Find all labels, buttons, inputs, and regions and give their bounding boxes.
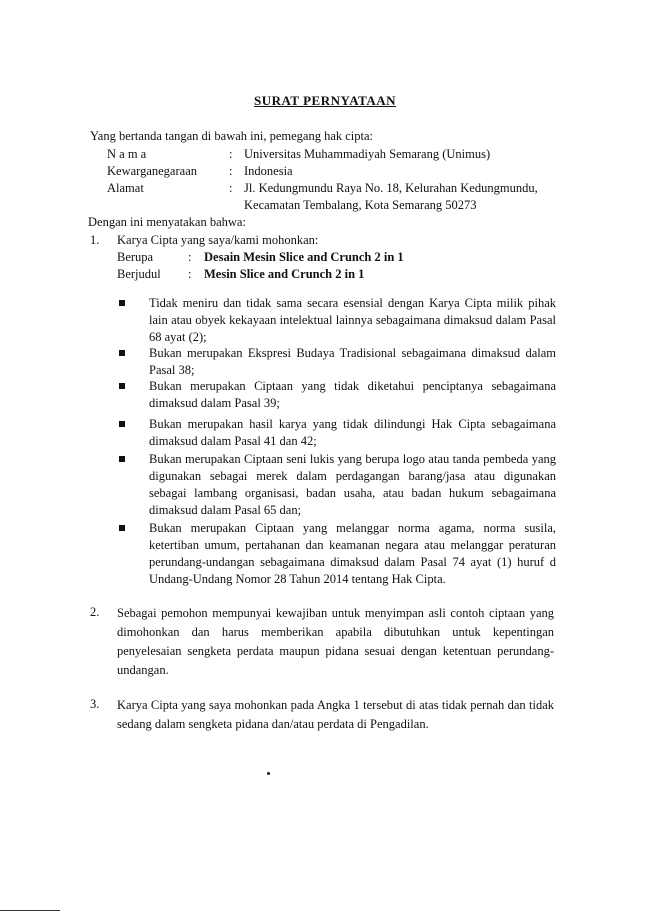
statement-text: Dengan ini menyatakan bahwa: — [88, 215, 246, 229]
work-label: Berupa — [117, 250, 154, 264]
item-number: 3. — [90, 697, 100, 711]
bullet-text: Bukan merupakan Ekspresi Budaya Tradisional sebagaimana dimaksud dalam Pasal 38; — [149, 346, 556, 377]
bullet-icon — [119, 300, 125, 306]
item-text: Karya Cipta yang saya/kami mohonkan: — [117, 233, 319, 247]
footer-divider — [0, 910, 60, 911]
holder-value: Indonesia — [244, 164, 293, 178]
item-number: 1. — [90, 233, 100, 247]
bullet-icon — [119, 421, 125, 427]
holder-value: Universitas Muhammadiyah Semarang (Unimus) — [244, 147, 491, 161]
bullet-text: Tidak meniru dan tidak sama secara esensial dengan Karya Cipta milik pihak lain atau obyek kekayaan intelektual lainnya sebagaimana dimaksud dalam Pasal 68 ayat (2); — [149, 296, 556, 344]
work-colon: : — [188, 250, 192, 264]
item-text: Sebagai pemohon mempunyai kewajiban untuk menyimpan asli contoh ciptaan yang dimohonkan dan harus memberikan apabila dibutuhkan untuk kepentingan penyelesaian sengketa perdata maupun pidana sesuai dengan ketentuan perundang-undangan. — [117, 606, 554, 677]
holder-label: Kewarganegaraan — [107, 164, 197, 178]
holder-label: N a m a — [107, 147, 147, 161]
scan-dot — [267, 772, 270, 775]
item-text: Karya Cipta yang saya mohonkan pada Angka 1 tersebut di atas tidak pernah dan tidak sedang dalam sengketa pidana dan/atau perdata di Pengadilan. — [117, 698, 554, 731]
work-value: Desain Mesin Slice and Crunch 2 in 1 — [204, 250, 404, 264]
work-label: Berjudul — [117, 267, 161, 281]
item-number: 2. — [90, 605, 100, 619]
holder-colon: : — [229, 147, 233, 161]
holder-label: Alamat — [107, 181, 144, 195]
bullet-text: Bukan merupakan Ciptaan seni lukis yang berupa logo atau tanda pembeda yang digunakan sebagai merek dalam perdagangan barang/jasa atau digunakan sebagai lambang organisasi, badan usaha, atau badan hukum sebagaimana dimaksud dalam Pasal 65 dan; — [149, 452, 556, 517]
work-colon: : — [188, 267, 192, 281]
work-value: Mesin Slice and Crunch 2 in 1 — [204, 267, 365, 281]
bullet-icon — [119, 525, 125, 531]
page-title: SURAT PERNYATAAN — [254, 93, 396, 108]
intro-text: Yang bertanda tangan di bawah ini, pemegang hak cipta: — [90, 129, 374, 143]
holder-colon: : — [229, 181, 233, 195]
bullet-text: Bukan merupakan Ciptaan yang melanggar norma agama, norma susila, ketertiban umum, pertahanan dan keamanan negara atau melanggar peraturan perundang-undangan sebagaimana dimaksud dalam Pasal 74 ayat (1) huruf d Undang-Undang Nomor 28 Tahun 2014 tentang Hak Cipta. — [149, 521, 556, 586]
holder-colon: : — [229, 164, 233, 178]
bullet-icon — [119, 350, 125, 356]
bullet-text: Bukan merupakan hasil karya yang tidak dilindungi Hak Cipta sebagaimana dimaksud dalam Pasal 41 dan 42; — [149, 417, 556, 448]
holder-value: Jl. Kedungmundu Raya No. 18, Kelurahan Kedungmundu, Kecamatan Tembalang, Kota Semarang 50273 — [244, 181, 538, 212]
bullet-icon — [119, 456, 125, 462]
bullet-icon — [119, 383, 125, 389]
bullet-text: Bukan merupakan Ciptaan yang tidak diketahui penciptanya sebagaimana dimaksud dalam Pasal 39; — [149, 379, 556, 410]
